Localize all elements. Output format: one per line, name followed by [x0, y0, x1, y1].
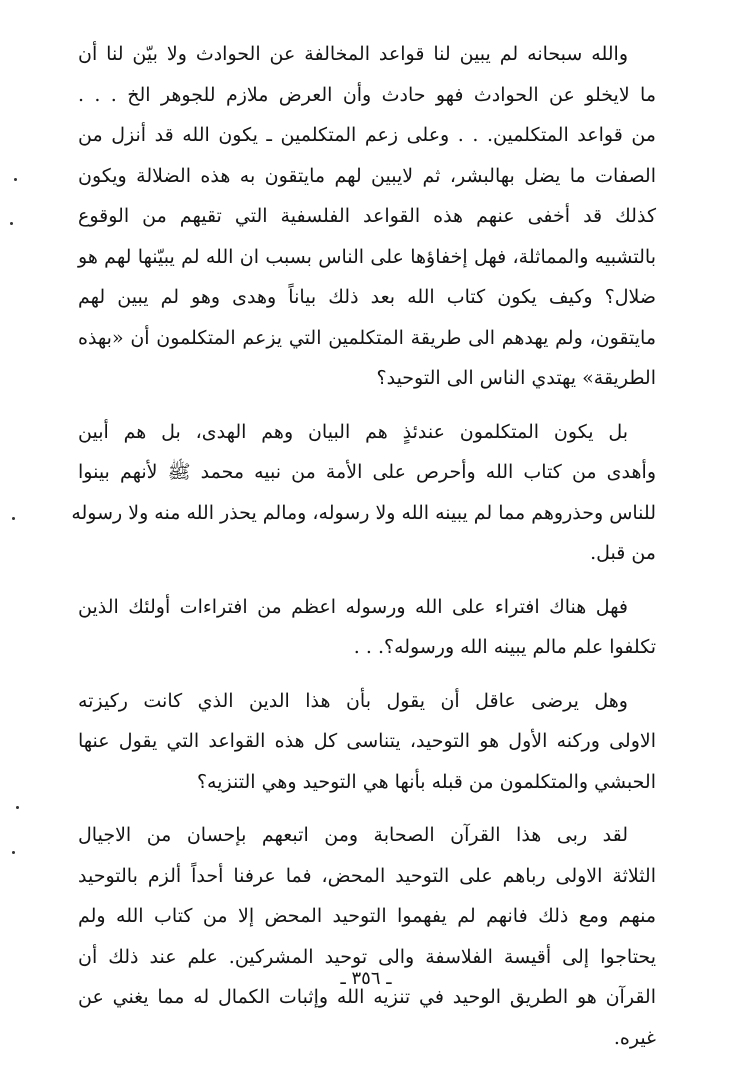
paragraph [78, 587, 656, 668]
paragraph [78, 815, 656, 1058]
margin-dot [16, 806, 19, 809]
text-line: الصفات ما يضل بهالبشر، ثم لايبين لهم مايتقون به هذه الضلالة ويكون [78, 164, 656, 187]
text-line: فهل هناك افتراء على الله ورسوله اعظم من افتراءات أولئك الذين [78, 595, 628, 618]
paragraph [71, 412, 656, 574]
text-line: مايتقون، ولم يهدهم الى طريقة المتكلمين التي يزعم المتكلمون أن «بهذه [78, 326, 656, 349]
page-number: ـ ٣٥٦ ـ [340, 968, 392, 989]
margin-dot [14, 178, 17, 181]
margin-dot [10, 222, 13, 225]
text-line: الاولى وركنه الأول هو التوحيد، يتناسى كل هذه القواعد التي يقول عنها [78, 730, 656, 752]
text-line: من قبل. [590, 542, 656, 564]
text-line: ضلال؟ وكيف يكون كتاب الله بعد ذلك بياناً وهدى وهو لم يبين لهم [78, 286, 656, 308]
text-line: لقد ربى هذا القرآن الصحابة ومن اتبعهم بإحسان من الاجيال [78, 824, 628, 846]
text-line: الطريقة» يهتدي الناس الى التوحيد؟ [376, 367, 656, 389]
text-line: الحبشي والمتكلمون من قبله بأنها هي التوحيد وهي التنزيه؟ [196, 770, 656, 793]
margin-dot [12, 851, 15, 854]
text-line: بالتشبيه والمماثلة، فهل إخفاؤها على الناس بسبب ان الله لم يبيّنها لهم هو [78, 245, 656, 268]
text-line: القرآن هو الطريق الوحيد في تنزيه الله وإثبات الكمال له مما يغني عن [78, 986, 656, 1008]
text-line: منهم ومع ذلك فانهم لم يفهموا التوحيد المحض إلا من كتاب الله ولم [78, 905, 656, 927]
text-line: يحتاجوا إلى أقيسة الفلاسفة والى توحيد المشركين. علم عند ذلك أن [78, 945, 656, 968]
text-line: للناس وحذروهم مما لم يبينه الله ولا رسوله، ومالم يحذر الله منه ولا رسوله [71, 501, 656, 524]
text-line: تكلفوا علم مالم يبينه الله ورسوله؟. . . [353, 636, 656, 658]
paragraph [78, 34, 656, 399]
margin-dot [12, 517, 15, 520]
text-line: والله سبحانه لم يبين لنا قواعد المخالفة عن الحوادث ولا بيّن لنا أن [78, 43, 628, 65]
text-line: وأهدى من كتاب الله وأحرص على الأمة من نبيه محمد ﷺ لأنهم بينوا [78, 461, 656, 483]
text-line: وهل يرضى عاقل أن يقول بأن هذا الدين الذي كانت ركيزته [78, 689, 628, 712]
text-line: ما لايخلو عن الحوادث فهو حادث وأن العرض ملازم للجوهر الخ . . . [78, 83, 656, 106]
page-body [71, 34, 656, 1071]
text-line: بل يكون المتكلمون عندئذٍ هم البيان وهم الهدى، بل هم أبين [78, 420, 628, 443]
text-line: من قواعد المتكلمين. . . وعلى زعم المتكلمين ـ يكون الله قد أنزل من [78, 124, 656, 146]
text-line: كذلك قد أخفى عنهم هذه القواعد الفلسفية التي تقيهم من الوقوع [78, 205, 656, 227]
text-line: الثلاثة الاولى رباهم على التوحيد المحض، فما عرفنا أحداً ألزم بالتوحيد [78, 864, 656, 887]
paragraph [78, 681, 656, 803]
text-line: غيره. [613, 1026, 656, 1049]
